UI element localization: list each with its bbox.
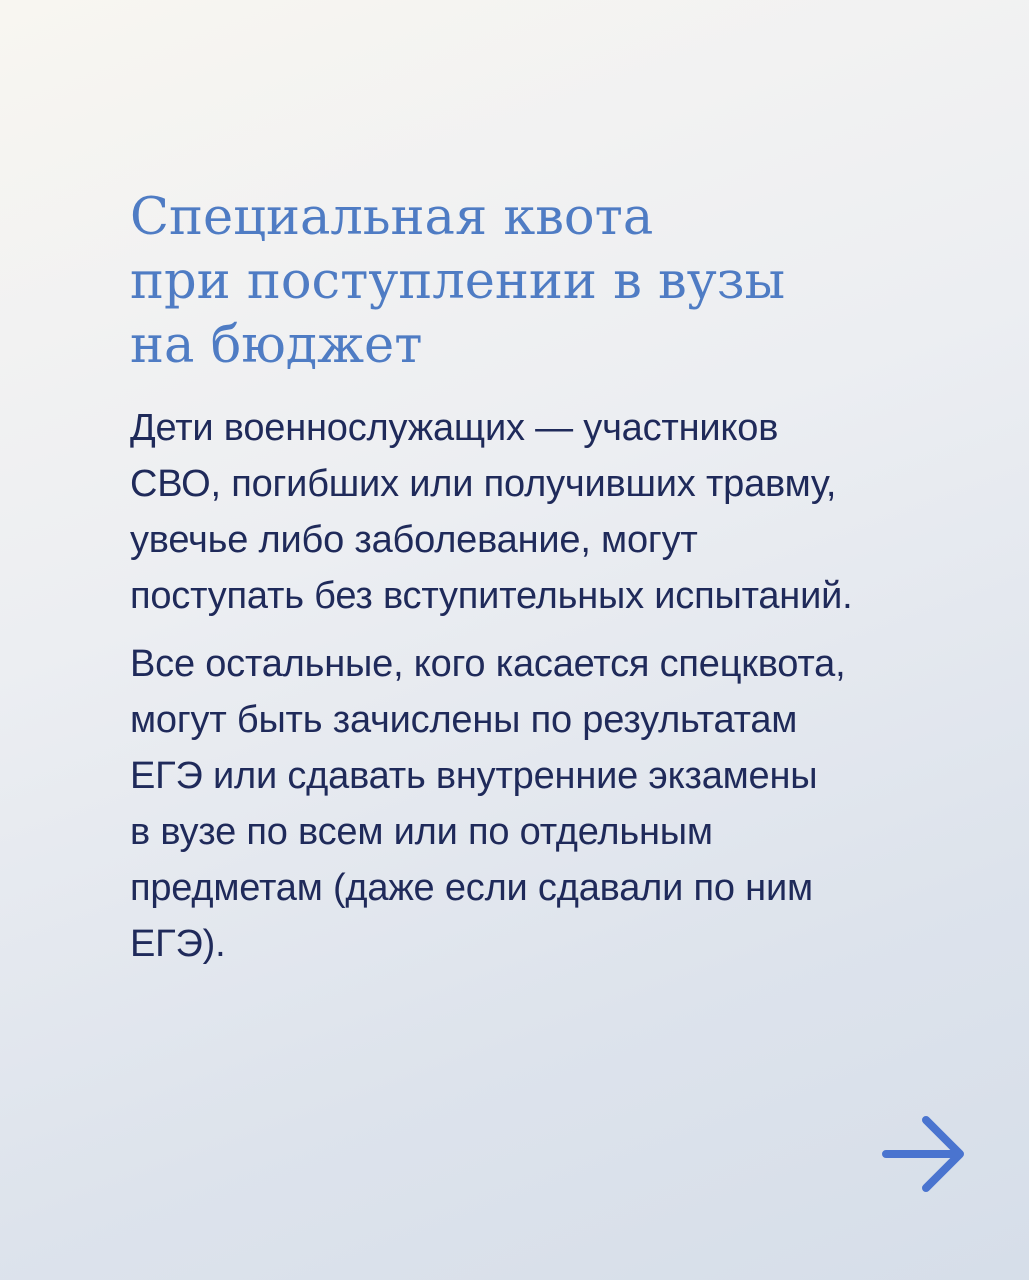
paragraph-line: СВО, погибших или получивших травму, (130, 463, 837, 505)
paragraph-line: поступать без вступительных испытаний. (130, 575, 853, 617)
paragraph-line: Дети военнослужащих — участников (130, 407, 779, 449)
paragraph-line: ЕГЭ). (130, 923, 226, 965)
title-line: Специальная квота (130, 188, 654, 247)
paragraph-line: в вузе по всем или по отдельным (130, 811, 713, 853)
paragraph-line: ЕГЭ или сдавать внутренние экзамены (130, 755, 818, 797)
arrow-right-icon (882, 1114, 966, 1194)
title-line: на бюджет (130, 316, 423, 375)
title-line: при поступлении в вузы (130, 252, 786, 311)
paragraph-line: Все остальные, кого касается спецквота, (130, 643, 846, 685)
paragraph-eligible-children (130, 400, 990, 624)
next-button[interactable] (882, 1114, 966, 1194)
paragraph-line: увечье либо заболевание, могут (130, 519, 698, 561)
paragraph-line: предметам (даже если сдавали по ним (130, 867, 813, 909)
paragraph-line: могут быть зачислены по результатам (130, 699, 798, 741)
paragraph-other-quota (130, 636, 990, 972)
slide-title (130, 186, 930, 378)
